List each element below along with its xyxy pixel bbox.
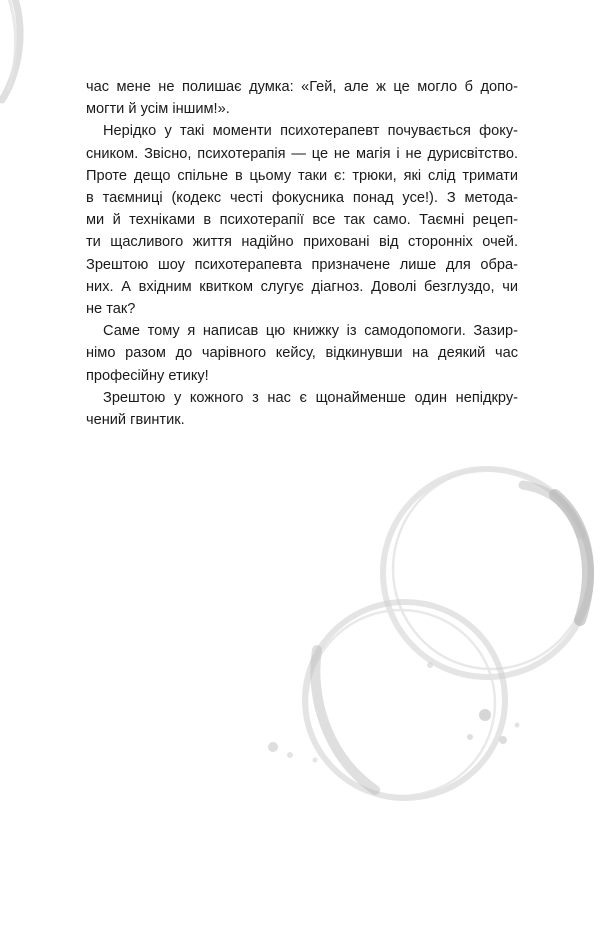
text-line: час мене не полишає думка: «Гей, але ж це могло б допо- xyxy=(86,79,518,95)
text-line: професійну етику! xyxy=(86,367,209,384)
text-line: Проте дещо спільне в цьому таки є: трюки, які слід тримати xyxy=(86,167,518,184)
paragraph xyxy=(86,320,518,387)
text-line: не так? xyxy=(86,301,136,318)
text-line: Саме тому я написав цю книжку із самодопомоги. Зазир- xyxy=(103,323,518,340)
watercolor-coffee-rings xyxy=(255,455,600,835)
text-line: ми й техніками в психотерапії все так само. Таємні рецеп- xyxy=(86,212,518,229)
text-line: Нерідко у такі моменти психотерапевт почувається фоку- xyxy=(103,123,518,140)
text-line: них. А вхідним квитком слугує діагноз. Доволі безглуздо, чи xyxy=(86,278,518,295)
text-line: в таємниці (кодекс честі фокусника понад усе!). З методa- xyxy=(86,190,518,207)
body-text xyxy=(86,76,518,431)
paragraph xyxy=(86,120,518,320)
text-line: чений гвинтик. xyxy=(86,412,185,429)
text-line: сником. Звісно, психотерапія — це не магія і не дурисвітство. xyxy=(86,145,518,162)
watercolor-ring-fragment-top-left xyxy=(0,0,40,110)
text-line: могти й усім іншим!». xyxy=(86,101,230,118)
text-line: Зрештою у кожного з нас є щонайменше один непідкру- xyxy=(103,389,518,406)
paragraph xyxy=(86,387,518,431)
text-line: Зрештою шоу психотерапевта призначене лише для обра- xyxy=(86,256,518,273)
text-line: ти щасливого життя надійно приховані від сторонніх очей. xyxy=(86,234,518,251)
paragraph xyxy=(86,76,518,120)
text-line: німо разом до чарівного кейсу, відкинувши на деякий час xyxy=(86,345,518,362)
